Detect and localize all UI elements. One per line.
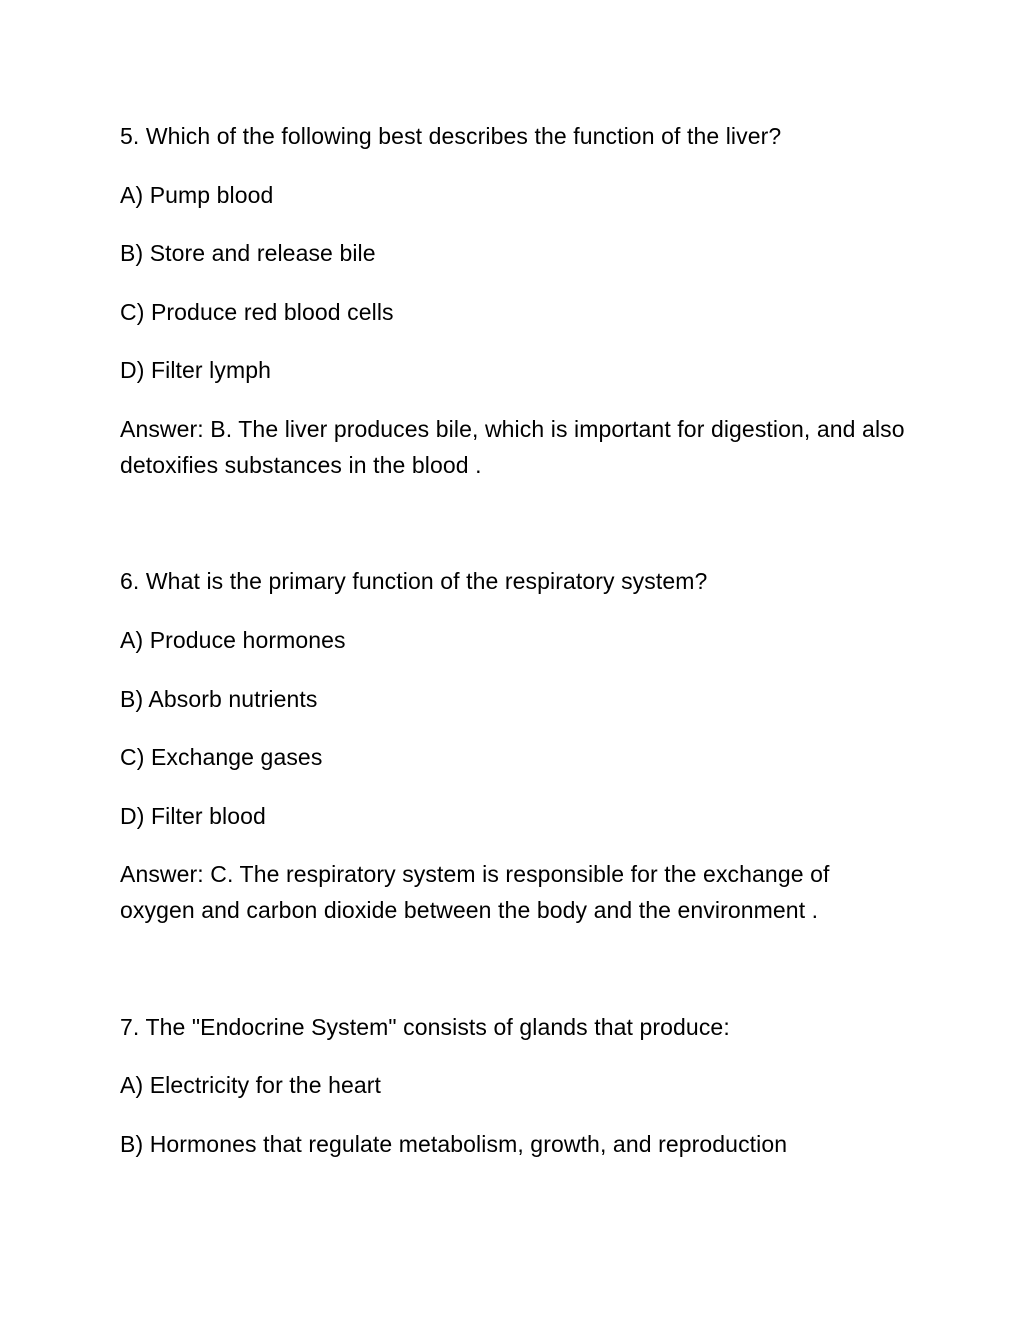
question-5-text: 5. Which of the following best describes the function of the liver? xyxy=(120,123,782,149)
question-6-option-b: B) Absorb nutrients xyxy=(120,686,318,712)
question-6-option-d: D) Filter blood xyxy=(120,803,266,829)
question-7-text: 7. The "Endocrine System" consists of glands that produce: xyxy=(120,1014,730,1040)
question-5-option-a: A) Pump blood xyxy=(120,182,274,208)
question-7-option-a: A) Electricity for the heart xyxy=(120,1072,381,1098)
question-6-option-c: C) Exchange gases xyxy=(120,744,323,770)
question-5-answer: Answer: B. The liver produces bile, which is important for digestion, and also detoxifies substances in the blood . xyxy=(120,416,905,478)
question-5-option-d: D) Filter lymph xyxy=(120,357,272,383)
question-6-option-a: A) Produce hormones xyxy=(120,627,346,653)
question-5-option-c: C) Produce red blood cells xyxy=(120,299,394,325)
question-5-option-b: B) Store and release bile xyxy=(120,240,376,266)
question-6-answer: Answer: C. The respiratory system is responsible for the exchange of oxygen and carbon dioxide between the body and the environment . xyxy=(120,861,830,923)
question-7-option-b: B) Hormones that regulate metabolism, growth, and reproduction xyxy=(120,1131,788,1157)
question-6-text: 6. What is the primary function of the respiratory system? xyxy=(120,568,708,594)
